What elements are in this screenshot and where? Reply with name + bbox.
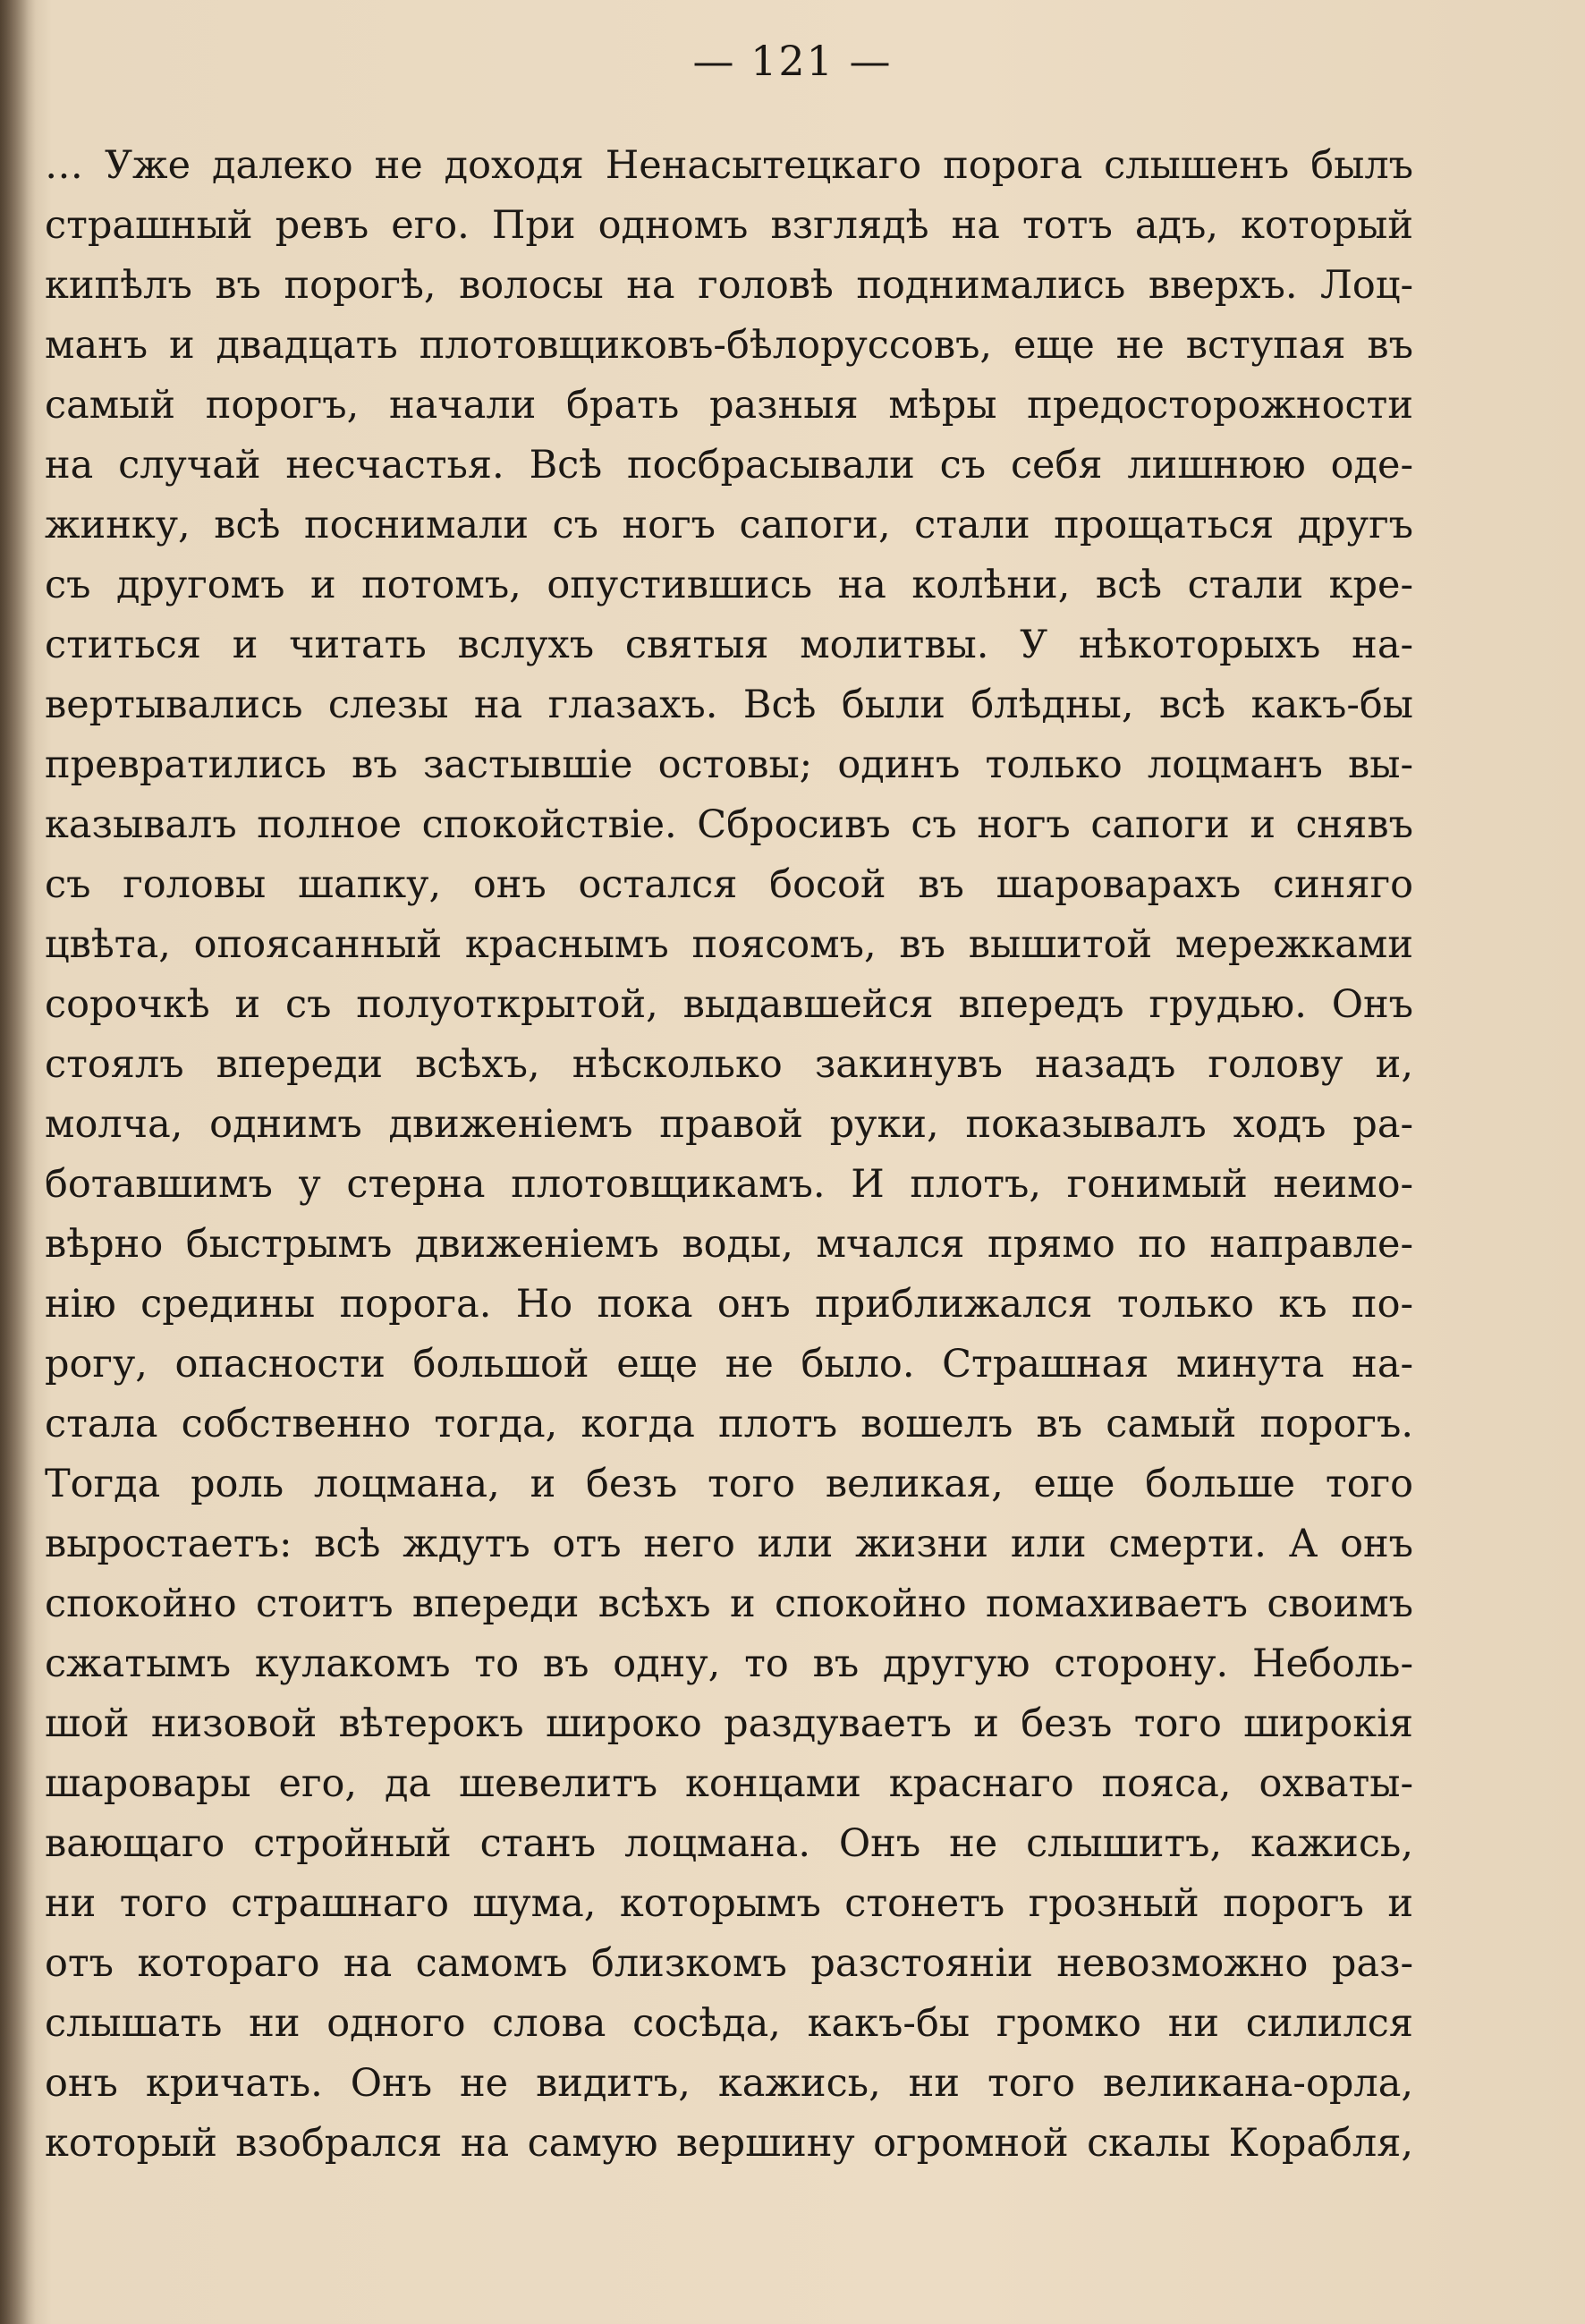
- text-line: онъ кричать. Онъ не видитъ, кажись, ни того великана-орла,: [45, 2061, 1413, 2106]
- text-line: выростаетъ: всѣ ждутъ отъ него или жизни или смерти. А онъ: [45, 1522, 1413, 1566]
- text-line: стала собственно тогда, когда плотъ вошелъ въ самый порогъ.: [45, 1402, 1413, 1446]
- text-line: молча, однимъ движеніемъ правой руки, показывалъ ходъ ра-: [45, 1102, 1413, 1147]
- text-line: отъ котораго на самомъ близкомъ разстояніи невозможно раз-: [45, 1941, 1413, 1986]
- text-line: ботавшимъ у стерна плотовщикамъ. И плотъ, гонимый неимо-: [45, 1162, 1413, 1207]
- text-line: нію средины порога. Но пока онъ приближался только къ по-: [45, 1282, 1413, 1327]
- body-text: [45, 136, 1413, 2174]
- text-line: спокойно стоитъ впереди всѣхъ и спокойно помахиваетъ своимъ: [45, 1582, 1413, 1626]
- text-line: на случай несчастья. Всѣ посбрасывали съ себя лишнюю оде-: [45, 443, 1413, 488]
- text-line: сорочкѣ и съ полуоткрытой, выдавшейся впередъ грудью. Онъ: [45, 982, 1413, 1027]
- text-line: рогу, опасности большой еще не было. Страшная минута на-: [45, 1342, 1413, 1387]
- text-line: ни того страшнаго шума, которымъ стонетъ грозный порогъ и: [45, 1881, 1413, 1926]
- text-line: ститься и читать вслухъ святыя молитвы. У нѣкоторыхъ на-: [45, 623, 1413, 667]
- text-line: цвѣта, опоясанный краснымъ поясомъ, въ вышитой мережками: [45, 922, 1413, 967]
- text-line: сжатымъ кулакомъ то въ одну, то въ другую сторону. Неболь-: [45, 1641, 1413, 1686]
- text-line: самый порогъ, начали брать разныя мѣры предосторожности: [45, 383, 1413, 428]
- text-line: съ головы шапку, онъ остался босой въ шароварахъ синяго: [45, 862, 1413, 907]
- text-line: шой низовой вѣтерокъ широко раздуваетъ и безъ того широкія: [45, 1701, 1413, 1746]
- text-line: вѣрно быстрымъ движеніемъ воды, мчался прямо по направле-: [45, 1222, 1413, 1267]
- text-line: Тогда роль лоцмана, и безъ того великая, еще больше того: [45, 1462, 1413, 1506]
- text-line: жинку, всѣ поснимали съ ногъ сапоги, стали прощаться другъ: [45, 503, 1413, 547]
- text-line: … Уже далеко не доходя Ненасытецкаго порога слышенъ былъ: [45, 143, 1413, 188]
- text-line: вертывались слезы на глазахъ. Всѣ были блѣдны, всѣ какъ-бы: [45, 683, 1413, 727]
- page-number: — 121 —: [692, 37, 893, 85]
- text-line: вающаго стройный станъ лоцмана. Онъ не слышитъ, кажись,: [45, 1821, 1413, 1866]
- text-line: съ другомъ и потомъ, опустившись на колѣни, всѣ стали кре-: [45, 563, 1413, 607]
- text-line: манъ и двадцать плотовщиковъ-бѣлоруссовъ, еще не вступая въ: [45, 323, 1413, 368]
- text-line: страшный ревъ его. При одномъ взглядѣ на тотъ адъ, который: [45, 203, 1413, 248]
- text-line: который взобрался на самую вершину огромной скалы Корабля,: [45, 2121, 1413, 2166]
- page-fold-shadow: [0, 0, 36, 2324]
- text-line: превратились въ застывшіе остовы; одинъ только лоцманъ вы-: [45, 742, 1413, 787]
- text-line: стоялъ впереди всѣхъ, нѣсколько закинувъ назадъ голову и,: [45, 1042, 1413, 1087]
- text-line: шаровары его, да шевелитъ концами краснаго пояса, охваты-: [45, 1761, 1413, 1806]
- text-line: казывалъ полное спокойствіе. Сбросивъ съ ногъ сапоги и снявъ: [45, 802, 1413, 847]
- text-line: слышать ни одного слова сосѣда, какъ-бы громко ни силился: [45, 2001, 1413, 2046]
- text-line: кипѣлъ въ порогѣ, волосы на головѣ поднимались вверхъ. Лоц-: [45, 263, 1413, 308]
